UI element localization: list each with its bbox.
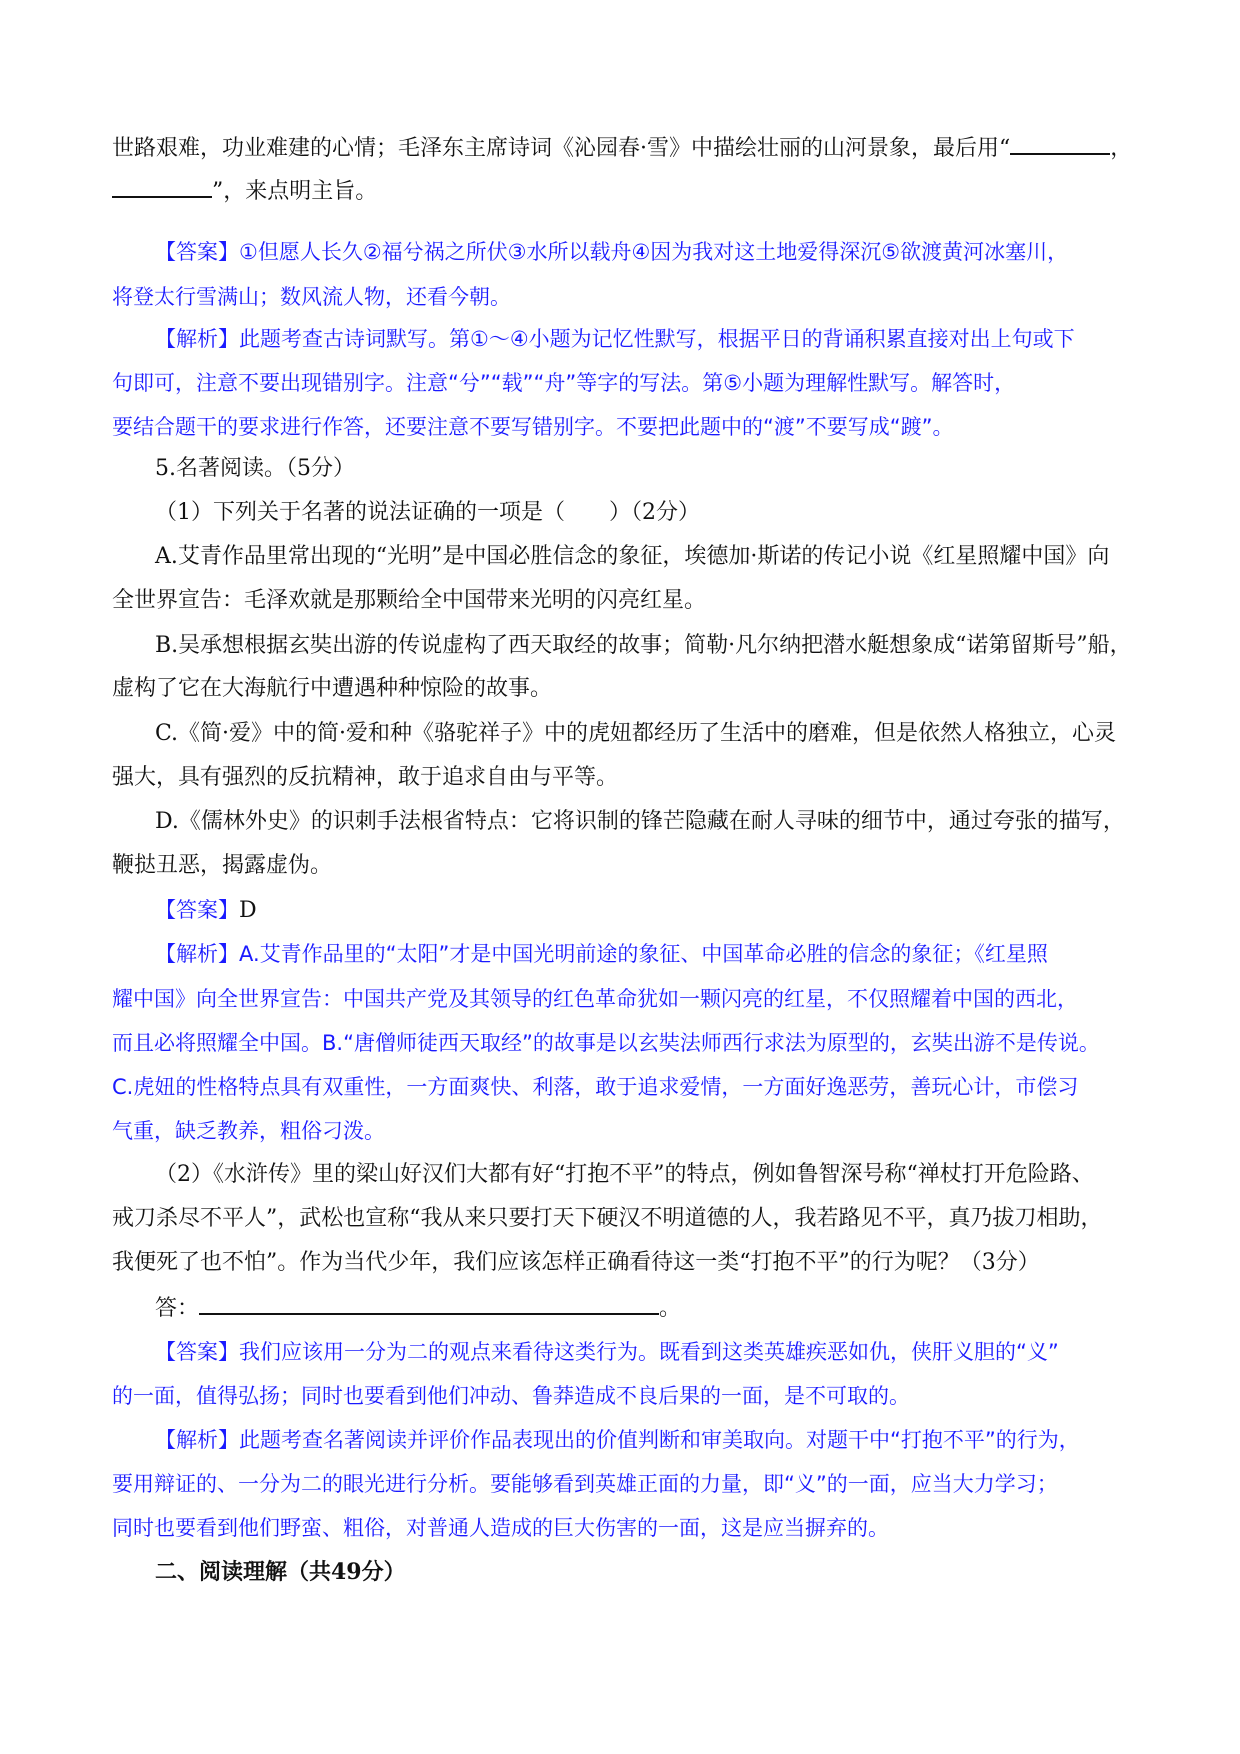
question-text: ”，来点明主旨。 xyxy=(212,179,378,204)
answer-line: 【答案】①但愿人长久②福兮祸之所伏③水所以载舟④因为我对这土地爱得深沉⑤欲渡黄河冰塞川， xyxy=(155,240,1069,264)
answer-blank[interactable] xyxy=(1010,131,1110,155)
question-stem-cont: 我便死了也不怕”。作为当代少年，我们应该怎样正确看待这一类“打抱不平”的行为呢？（3分） xyxy=(112,1250,1040,1275)
analysis-line: 【解析】此题考查名著阅读并评价作品表现出的价值判断和审美取向。对题干中“打抱不平”的行为， xyxy=(155,1428,1080,1452)
analysis-line: 句即可，注意不要出现错别字。注意“兮”“载”“舟”等字的写法。第⑤小题为理解性默写。解答时， xyxy=(112,371,1016,395)
answer-prompt-line xyxy=(155,1291,1127,1325)
question-text-line xyxy=(112,131,1133,165)
answer-line xyxy=(155,894,1127,927)
question-text: 世路艰难，功业难建的心情；毛泽东主席诗词《沁园春·雪》中描绘壮丽的山河景象，最后用“ xyxy=(112,136,1011,161)
analysis-line: 而且必将照耀全中国。B.“唐僧师徒西天取经”的故事是以玄奘法师西行求法为原型的，玄奘出游不是传说。 xyxy=(112,1031,1100,1055)
analysis-line: 【解析】A.艾青作品里的“太阳”才是中国光明前途的象征、中国革命必胜的信念的象征；《红星照 xyxy=(155,942,1048,966)
option-b: B.吴承想根据玄奘出游的传说虚构了西天取经的故事；简勒·凡尔纳把潜水艇想象成“诺第留斯号”船， xyxy=(155,633,1132,658)
answer-line: 将登太行雪满山；数风流人物，还看今朝。 xyxy=(112,285,511,309)
question-heading: 5.名著阅读。（5分） xyxy=(155,456,355,481)
answer-prompt-end: 。 xyxy=(659,1296,682,1321)
analysis-line: 气重，缺乏教养，粗俗刁泼。 xyxy=(112,1119,385,1143)
section-heading: 二、阅读理解（共49分） xyxy=(155,1559,406,1585)
option-b-cont: 虚构了它在大海航行中遭遇种种惊险的故事。 xyxy=(112,676,553,701)
analysis-line: 要用辩证的、一分为二的眼光进行分析。要能够看到英雄正面的力量，即“义”的一面，应当大力学习； xyxy=(112,1472,1058,1496)
question-text-line xyxy=(112,174,1127,208)
question-stem-cont: 戒刀杀尽不平人”，武松也宣称“我从来只要打天下硬汉不明道德的人，我若路见不平，真乃拔刀相助， xyxy=(112,1206,1103,1231)
option-d: D.《儒林外史》的识刺手法根省特点：它将识制的锋芒隐藏在耐人寻味的细节中，通过夸张的描写， xyxy=(155,809,1125,834)
answer-line: 的一面，值得弘扬；同时也要看到他们冲动、鲁莽造成不良后果的一面，是不可取的。 xyxy=(112,1384,910,1408)
question-text: ， xyxy=(1110,136,1133,161)
option-c-cont: 强大，具有强烈的反抗精神，敢于追求自由与平等。 xyxy=(112,765,619,790)
analysis-line: 同时也要看到他们野蛮、粗俗，对普通人造成的巨大伤害的一面，这是应当摒弃的。 xyxy=(112,1516,889,1540)
option-a-cont: 全世界宣告：毛泽欢就是那颗给全中国带来光明的闪亮红星。 xyxy=(112,588,707,613)
question-stem: （2）《水浒传》里的梁山好汉们大都有好“打抱不平”的特点，例如鲁智深号称“禅杖打开危险路、 xyxy=(155,1162,1094,1187)
answer-blank[interactable] xyxy=(112,174,212,198)
answer-line: 【答案】我们应该用一分为二的观点来看待这类行为。既看到这类英雄疾恶如仇，侠肝义胆的“义” xyxy=(155,1340,1059,1364)
analysis-line: 耀中国》向全世界宣告：中国共产党及其领导的红色革命犹如一颗闪亮的红星，不仅照耀着中国的西北， xyxy=(112,987,1078,1011)
answer-prompt: 答： xyxy=(155,1296,200,1321)
option-a: A.艾青作品里常出现的“光明”是中国必胜信念的象征，埃德加·斯诺的传记小说《红星照耀中国》向 xyxy=(155,544,1110,569)
answer-value: D xyxy=(239,898,257,923)
analysis-line: C.虎妞的性格特点具有双重性，一方面爽快、利落，敢于追求爱情，一方面好逸恶劳，善玩心计，市偿习 xyxy=(112,1075,1079,1099)
question-stem: （1）下列关于名著的说法证确的一项是（ ）（2分） xyxy=(155,500,700,525)
answer-label: 【答案】 xyxy=(155,898,239,922)
analysis-line: 【解析】此题考查古诗词默写。第①～④小题为记忆性默写，根据平日的背诵积累直接对出上句或下 xyxy=(155,327,1075,351)
analysis-line: 要结合题干的要求进行作答，还要注意不要写错别字。不要把此题中的“渡”不要写成“踱”。 xyxy=(112,415,954,439)
option-c: C.《简·爱》中的简·爱和种《骆驼祥子》中的虎妞都经历了生活中的磨难，但是依然人格独立，心灵 xyxy=(155,721,1117,746)
answer-blank[interactable] xyxy=(199,1291,659,1315)
option-d-cont: 鞭挞丑恶，揭露虚伪。 xyxy=(112,853,333,878)
